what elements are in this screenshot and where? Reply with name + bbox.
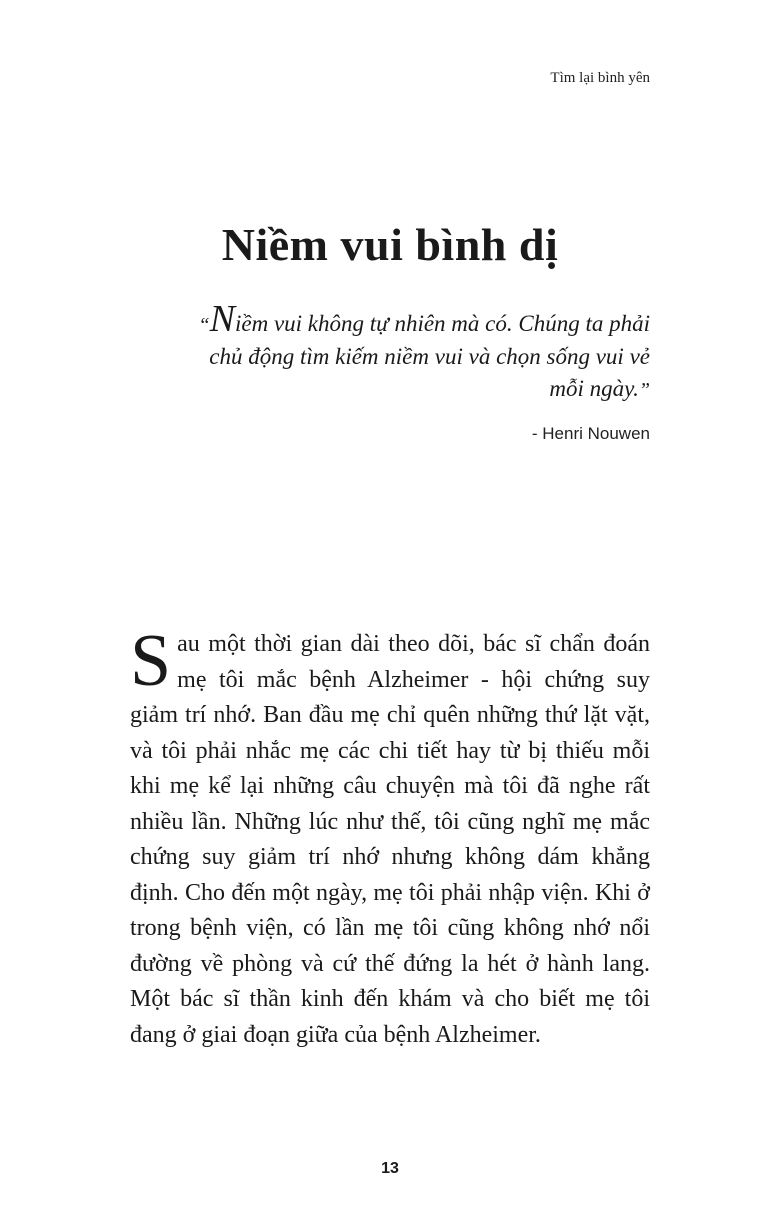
epigraph-initial: N [209,298,235,340]
chapter-title: Niềm vui bình dị [221,219,559,270]
epigraph-attribution: - Henri Nouwen [531,424,650,443]
epigraph-open-quote: “ [198,314,210,336]
epigraph-text: iềm vui không tự nhiên mà có. Chúng ta phải chủ động tìm kiếm niềm vui và chọn sống vui vẻ mỗi ngày. [209,311,650,401]
body-paragraph [130,620,650,1053]
running-header: Tìm lại bình yên [550,70,650,86]
body-text: au một thời gian dài theo dõi, bác sĩ chẩn đoán mẹ tôi mắc bệnh Alzheimer - hội chứng suy giảm trí nhớ. Ban đầu mẹ chỉ quên những thứ lặt vặt, và tôi phải nhắc mẹ các chi tiết hay từ bị thiếu mỗi khi mẹ kể lại những câu chuyện mà tôi đã nghe rất nhiều lần. Những lúc như thế, tôi cũng nghĩ mẹ mắc chứng suy giảm trí nhớ nhưng không dám khẳng định. Cho đến một ngày, mẹ tôi phải nhập viện. Khi ở trong bệnh viện, có lần mẹ tôi cũng không nhớ nổi đường về phòng và cứ thế đứng la hét ở hành lang. Một bác sĩ thần kinh đến khám và cho biết mẹ tôi đang ở giai đoạn giữa của bệnh Alzheimer. [130,631,650,1048]
drop-cap: S [130,620,172,702]
page-number: 13 [381,1160,399,1177]
epigraph-close-quote: ” [638,379,650,401]
epigraph-quote [180,298,650,406]
